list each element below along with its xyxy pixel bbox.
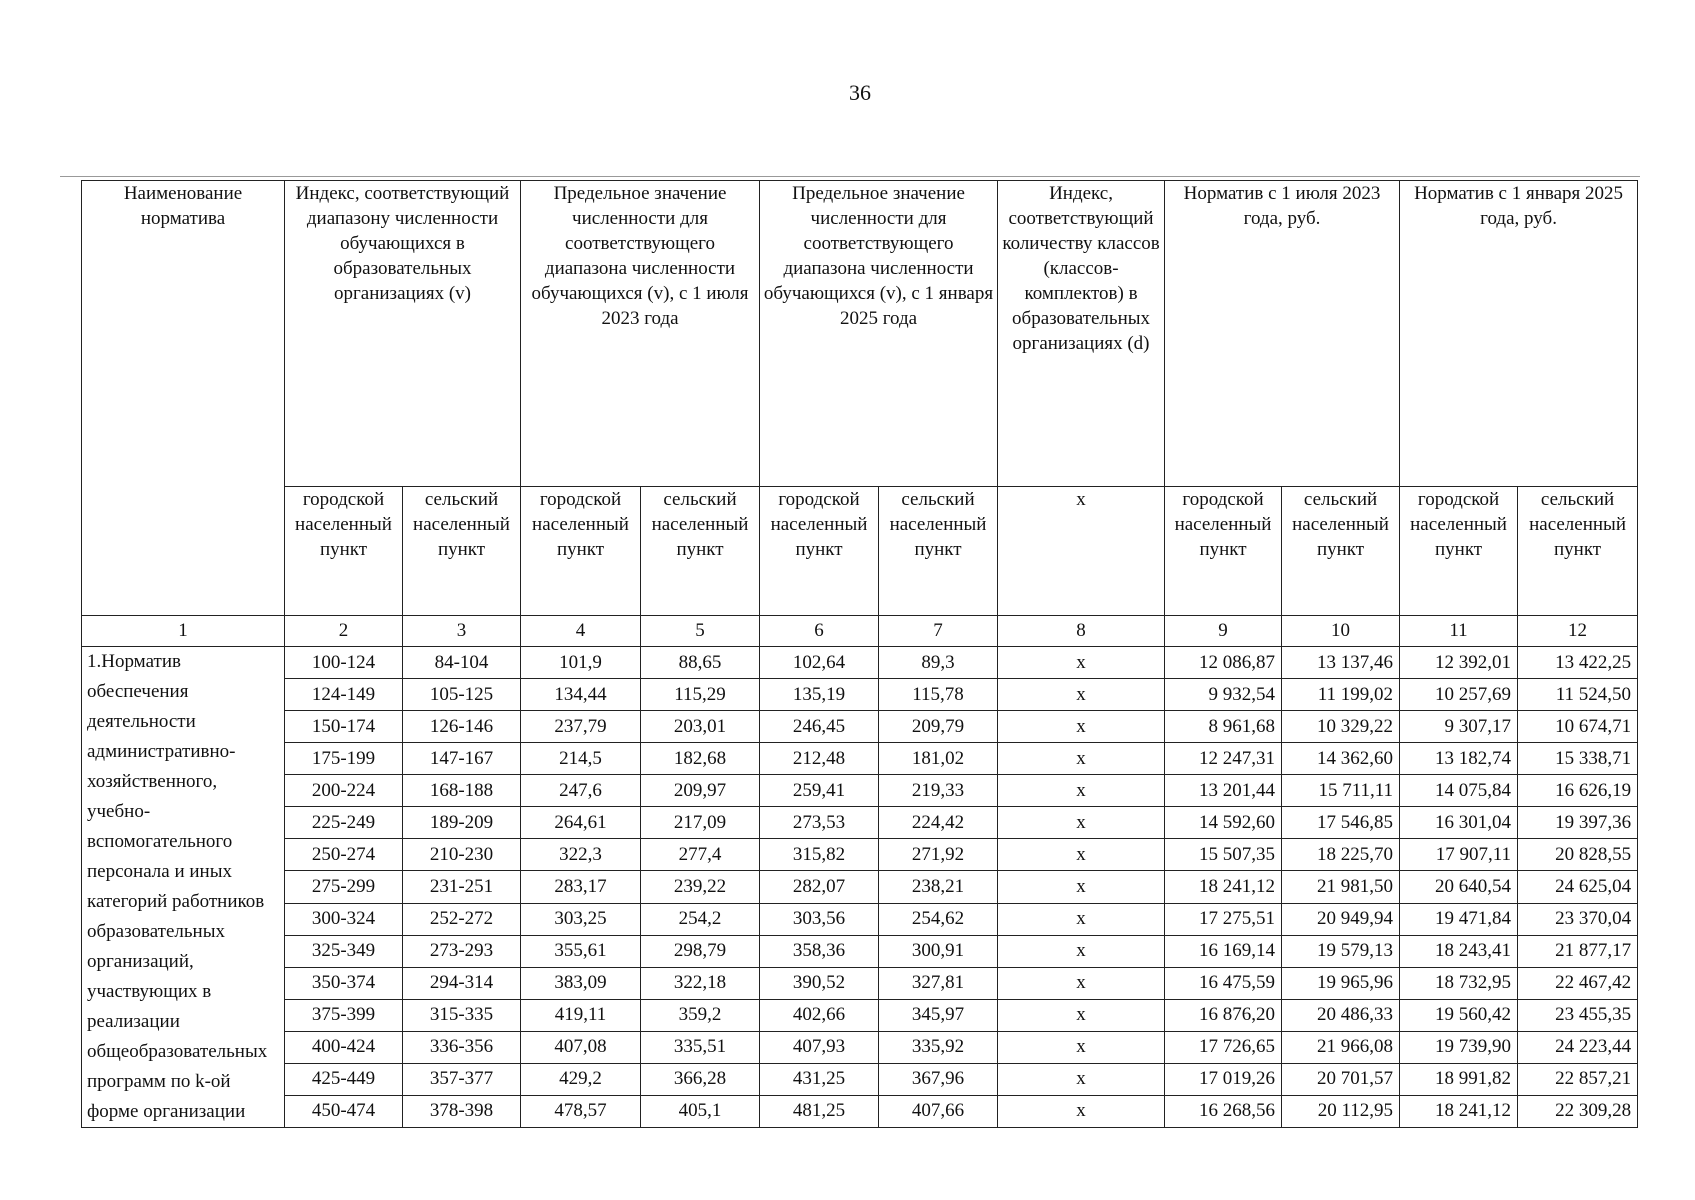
table-cell: 300-324: [285, 903, 403, 935]
table-row: [82, 775, 1638, 807]
table-row: [82, 743, 1638, 775]
header-row-sub: [82, 487, 1638, 616]
table-cell: х: [998, 647, 1165, 679]
table-cell: 209,79: [879, 711, 998, 743]
table-cell: 325-349: [285, 935, 403, 967]
column-number: 4: [521, 616, 641, 647]
table-row: [82, 807, 1638, 839]
table-cell: 19 560,42: [1400, 999, 1518, 1031]
table-cell: 246,45: [760, 711, 879, 743]
table-cell: 224,42: [879, 807, 998, 839]
table-cell: 21 877,17: [1518, 935, 1638, 967]
table-cell: 10 674,71: [1518, 711, 1638, 743]
table-row: [82, 1095, 1638, 1127]
table-cell: 303,25: [521, 903, 641, 935]
table-cell: 12 392,01: [1400, 647, 1518, 679]
table-cell: 335,51: [641, 1031, 760, 1063]
table-cell: 84-104: [403, 647, 521, 679]
table-cell: 277,4: [641, 839, 760, 871]
table-cell: х: [998, 679, 1165, 711]
table-cell: 20 486,33: [1282, 999, 1400, 1031]
table-cell: 17 907,11: [1400, 839, 1518, 871]
table-cell: 273,53: [760, 807, 879, 839]
table-cell: 20 949,94: [1282, 903, 1400, 935]
table-cell: 135,19: [760, 679, 879, 711]
table-cell: 9 932,54: [1165, 679, 1282, 711]
table-cell: 358,36: [760, 935, 879, 967]
table-cell: 264,61: [521, 807, 641, 839]
subheader-x: х: [998, 487, 1165, 616]
page-number: 36: [849, 80, 871, 105]
table-cell: 10 329,22: [1282, 711, 1400, 743]
column-number: 8: [998, 616, 1165, 647]
subheader-rural: сельский населенный пункт: [879, 487, 998, 616]
table-cell: 300,91: [879, 935, 998, 967]
table-cell: 214,5: [521, 743, 641, 775]
table-cell: 105-125: [403, 679, 521, 711]
table-row: [82, 935, 1638, 967]
table-cell: 17 275,51: [1165, 903, 1282, 935]
table-cell: 383,09: [521, 967, 641, 999]
table-cell: 283,17: [521, 871, 641, 903]
table-cell: 101,9: [521, 647, 641, 679]
table-cell: 23 370,04: [1518, 903, 1638, 935]
column-number: 3: [403, 616, 521, 647]
table-cell: 24 625,04: [1518, 871, 1638, 903]
table-cell: 134,44: [521, 679, 641, 711]
table-cell: 24 223,44: [1518, 1031, 1638, 1063]
table-cell: 17 546,85: [1282, 807, 1400, 839]
table-row: [82, 871, 1638, 903]
table-cell: 378-398: [403, 1095, 521, 1127]
table-cell: 359,2: [641, 999, 760, 1031]
table-cell: х: [998, 999, 1165, 1031]
column-number-row: [82, 616, 1638, 647]
table-cell: 88,65: [641, 647, 760, 679]
table-cell: 16 626,19: [1518, 775, 1638, 807]
column-number: 1: [82, 616, 285, 647]
table-cell: 21 966,08: [1282, 1031, 1400, 1063]
table-cell: 419,11: [521, 999, 641, 1031]
column-number: 7: [879, 616, 998, 647]
table-cell: 13 137,46: [1282, 647, 1400, 679]
table-cell: 115,29: [641, 679, 760, 711]
table-cell: 20 828,55: [1518, 839, 1638, 871]
subheader-rural: сельский населенный пункт: [403, 487, 521, 616]
table-cell: 203,01: [641, 711, 760, 743]
table-cell: 350-374: [285, 967, 403, 999]
table-cell: 335,92: [879, 1031, 998, 1063]
table-cell: 14 592,60: [1165, 807, 1282, 839]
subheader-urban: городской населенный пункт: [1400, 487, 1518, 616]
table-cell: х: [998, 711, 1165, 743]
table-cell: 357-377: [403, 1063, 521, 1095]
table-cell: 212,48: [760, 743, 879, 775]
header-norm-2025-col: Норматив с 1 января 2025 года, руб.: [1400, 181, 1638, 487]
subheader-urban: городской населенный пункт: [521, 487, 641, 616]
table-cell: 18 225,70: [1282, 839, 1400, 871]
table-cell: 181,02: [879, 743, 998, 775]
table-cell: 407,08: [521, 1031, 641, 1063]
table-cell: 100-124: [285, 647, 403, 679]
table-cell: 11 524,50: [1518, 679, 1638, 711]
table-cell: 322,18: [641, 967, 760, 999]
table-cell: 237,79: [521, 711, 641, 743]
table-cell: 13 422,25: [1518, 647, 1638, 679]
table-cell: 23 455,35: [1518, 999, 1638, 1031]
table-cell: 18 241,12: [1400, 1095, 1518, 1127]
column-number: 5: [641, 616, 760, 647]
table-cell: 271,92: [879, 839, 998, 871]
table-cell: 168-188: [403, 775, 521, 807]
table-cell: х: [998, 935, 1165, 967]
table-row: [82, 903, 1638, 935]
table-cell: 18 991,82: [1400, 1063, 1518, 1095]
header-name-col: Наименование норматива: [82, 181, 285, 616]
table-cell: 13 182,74: [1400, 743, 1518, 775]
table-cell: 11 199,02: [1282, 679, 1400, 711]
table-cell: 14 362,60: [1282, 743, 1400, 775]
table-cell: 315-335: [403, 999, 521, 1031]
header-norm-2023-col: Норматив с 1 июля 2023 года, руб.: [1165, 181, 1400, 487]
table-cell: 19 739,90: [1400, 1031, 1518, 1063]
table-cell: 450-474: [285, 1095, 403, 1127]
scan-artifact-line: [60, 176, 1640, 177]
table-cell: 219,33: [879, 775, 998, 807]
table-cell: 282,07: [760, 871, 879, 903]
table-cell: 231-251: [403, 871, 521, 903]
table-cell: 175-199: [285, 743, 403, 775]
table-cell: 15 507,35: [1165, 839, 1282, 871]
table-cell: 478,57: [521, 1095, 641, 1127]
table-cell: 400-424: [285, 1031, 403, 1063]
table-cell: 355,61: [521, 935, 641, 967]
column-number: 12: [1518, 616, 1638, 647]
table-cell: 126-146: [403, 711, 521, 743]
subheader-rural: сельский населенный пункт: [1518, 487, 1638, 616]
table-cell: 254,2: [641, 903, 760, 935]
column-number: 11: [1400, 616, 1518, 647]
table-cell: 13 201,44: [1165, 775, 1282, 807]
table-cell: 18 243,41: [1400, 935, 1518, 967]
table-cell: 303,56: [760, 903, 879, 935]
table-cell: 315,82: [760, 839, 879, 871]
table-cell: 322,3: [521, 839, 641, 871]
table-cell: 225-249: [285, 807, 403, 839]
table-cell: 16 876,20: [1165, 999, 1282, 1031]
table-row: [82, 647, 1638, 679]
table-cell: 12 086,87: [1165, 647, 1282, 679]
table-cell: 16 169,14: [1165, 935, 1282, 967]
table-cell: 210-230: [403, 839, 521, 871]
table-cell: 22 467,42: [1518, 967, 1638, 999]
table-cell: 12 247,31: [1165, 743, 1282, 775]
table-cell: 298,79: [641, 935, 760, 967]
table-cell: 147-167: [403, 743, 521, 775]
table-cell: 19 965,96: [1282, 967, 1400, 999]
table-cell: 294-314: [403, 967, 521, 999]
subheader-urban: городской населенный пункт: [1165, 487, 1282, 616]
norm-table: [81, 180, 1638, 1128]
row-name-cell: 1.Норматив обеспечения деятельности административно-хозяйственного, учебно-вспомогательного персонала и иных категорий работников образовательных организаций, участвующих в реализации общеобразовательных программ по k-ой форме организации: [82, 647, 285, 1128]
header-row-main: [82, 181, 1638, 487]
table-cell: х: [998, 1095, 1165, 1127]
table-cell: 15 711,11: [1282, 775, 1400, 807]
column-number: 9: [1165, 616, 1282, 647]
table-cell: 407,66: [879, 1095, 998, 1127]
table-cell: х: [998, 839, 1165, 871]
subheader-urban: городской населенный пункт: [760, 487, 879, 616]
table-cell: 345,97: [879, 999, 998, 1031]
table-row: [82, 711, 1638, 743]
table-cell: 239,22: [641, 871, 760, 903]
header-limit-2025-col: Предельное значение численности для соответствующего диапазона численности обучающихся (v), с 1 января 2025 года: [760, 181, 998, 487]
subheader-rural: сельский населенный пункт: [1282, 487, 1400, 616]
table-cell: 407,93: [760, 1031, 879, 1063]
table-cell: 182,68: [641, 743, 760, 775]
table-cell: 259,41: [760, 775, 879, 807]
table-cell: 19 579,13: [1282, 935, 1400, 967]
table-row: [82, 1063, 1638, 1095]
table-row: [82, 1031, 1638, 1063]
table-cell: 14 075,84: [1400, 775, 1518, 807]
table-cell: 250-274: [285, 839, 403, 871]
table-row: [82, 679, 1638, 711]
table-cell: 252-272: [403, 903, 521, 935]
table-cell: х: [998, 1063, 1165, 1095]
table-row: [82, 839, 1638, 871]
table-cell: 18 241,12: [1165, 871, 1282, 903]
table-cell: 189-209: [403, 807, 521, 839]
table-cell: 16 475,59: [1165, 967, 1282, 999]
table-cell: 17 019,26: [1165, 1063, 1282, 1095]
table-cell: 402,66: [760, 999, 879, 1031]
table-cell: 10 257,69: [1400, 679, 1518, 711]
table-cell: 375-399: [285, 999, 403, 1031]
table-cell: 390,52: [760, 967, 879, 999]
subheader-rural: сельский населенный пункт: [641, 487, 760, 616]
table-body: [82, 647, 1638, 1128]
table-cell: 238,21: [879, 871, 998, 903]
table-cell: 254,62: [879, 903, 998, 935]
column-number: 6: [760, 616, 879, 647]
table-cell: х: [998, 743, 1165, 775]
table-cell: 366,28: [641, 1063, 760, 1095]
table-cell: 425-449: [285, 1063, 403, 1095]
table-cell: 22 309,28: [1518, 1095, 1638, 1127]
table-cell: 275-299: [285, 871, 403, 903]
table-cell: 20 640,54: [1400, 871, 1518, 903]
table-row: [82, 999, 1638, 1031]
table-cell: х: [998, 775, 1165, 807]
table-cell: 124-149: [285, 679, 403, 711]
table-cell: 367,96: [879, 1063, 998, 1095]
table-cell: 16 301,04: [1400, 807, 1518, 839]
table-cell: 336-356: [403, 1031, 521, 1063]
table-cell: 9 307,17: [1400, 711, 1518, 743]
table-cell: 15 338,71: [1518, 743, 1638, 775]
table-cell: 481,25: [760, 1095, 879, 1127]
table-cell: 20 701,57: [1282, 1063, 1400, 1095]
header-index-col: Индекс, соответствующий диапазону численности обучающихся в образовательных организациях (v): [285, 181, 521, 487]
table-cell: 115,78: [879, 679, 998, 711]
column-number: 2: [285, 616, 403, 647]
table-cell: х: [998, 807, 1165, 839]
table-cell: 19 471,84: [1400, 903, 1518, 935]
table-cell: 89,3: [879, 647, 998, 679]
table-cell: 405,1: [641, 1095, 760, 1127]
table-row: [82, 967, 1638, 999]
table-cell: 102,64: [760, 647, 879, 679]
table-cell: 150-174: [285, 711, 403, 743]
table-cell: 22 857,21: [1518, 1063, 1638, 1095]
column-number: 10: [1282, 616, 1400, 647]
table-cell: 21 981,50: [1282, 871, 1400, 903]
table-cell: 17 726,65: [1165, 1031, 1282, 1063]
table-cell: 327,81: [879, 967, 998, 999]
table-cell: 20 112,95: [1282, 1095, 1400, 1127]
table-cell: 200-224: [285, 775, 403, 807]
table-cell: 209,97: [641, 775, 760, 807]
table-cell: 431,25: [760, 1063, 879, 1095]
table-cell: 247,6: [521, 775, 641, 807]
table-cell: 273-293: [403, 935, 521, 967]
table-cell: х: [998, 967, 1165, 999]
table-cell: 429,2: [521, 1063, 641, 1095]
header-limit-2023-col: Предельное значение численности для соответствующего диапазона численности обучающихся (v), с 1 июля 2023 года: [521, 181, 760, 487]
table-cell: х: [998, 1031, 1165, 1063]
table-cell: 16 268,56: [1165, 1095, 1282, 1127]
table-cell: 19 397,36: [1518, 807, 1638, 839]
subheader-urban: городской населенный пункт: [285, 487, 403, 616]
table-cell: 18 732,95: [1400, 967, 1518, 999]
header-class-index-col: Индекс, соответствующий количеству классов (классов-комплектов) в образовательных организациях (d): [998, 181, 1165, 487]
table-cell: 217,09: [641, 807, 760, 839]
table-cell: х: [998, 903, 1165, 935]
table-cell: х: [998, 871, 1165, 903]
table-cell: 8 961,68: [1165, 711, 1282, 743]
